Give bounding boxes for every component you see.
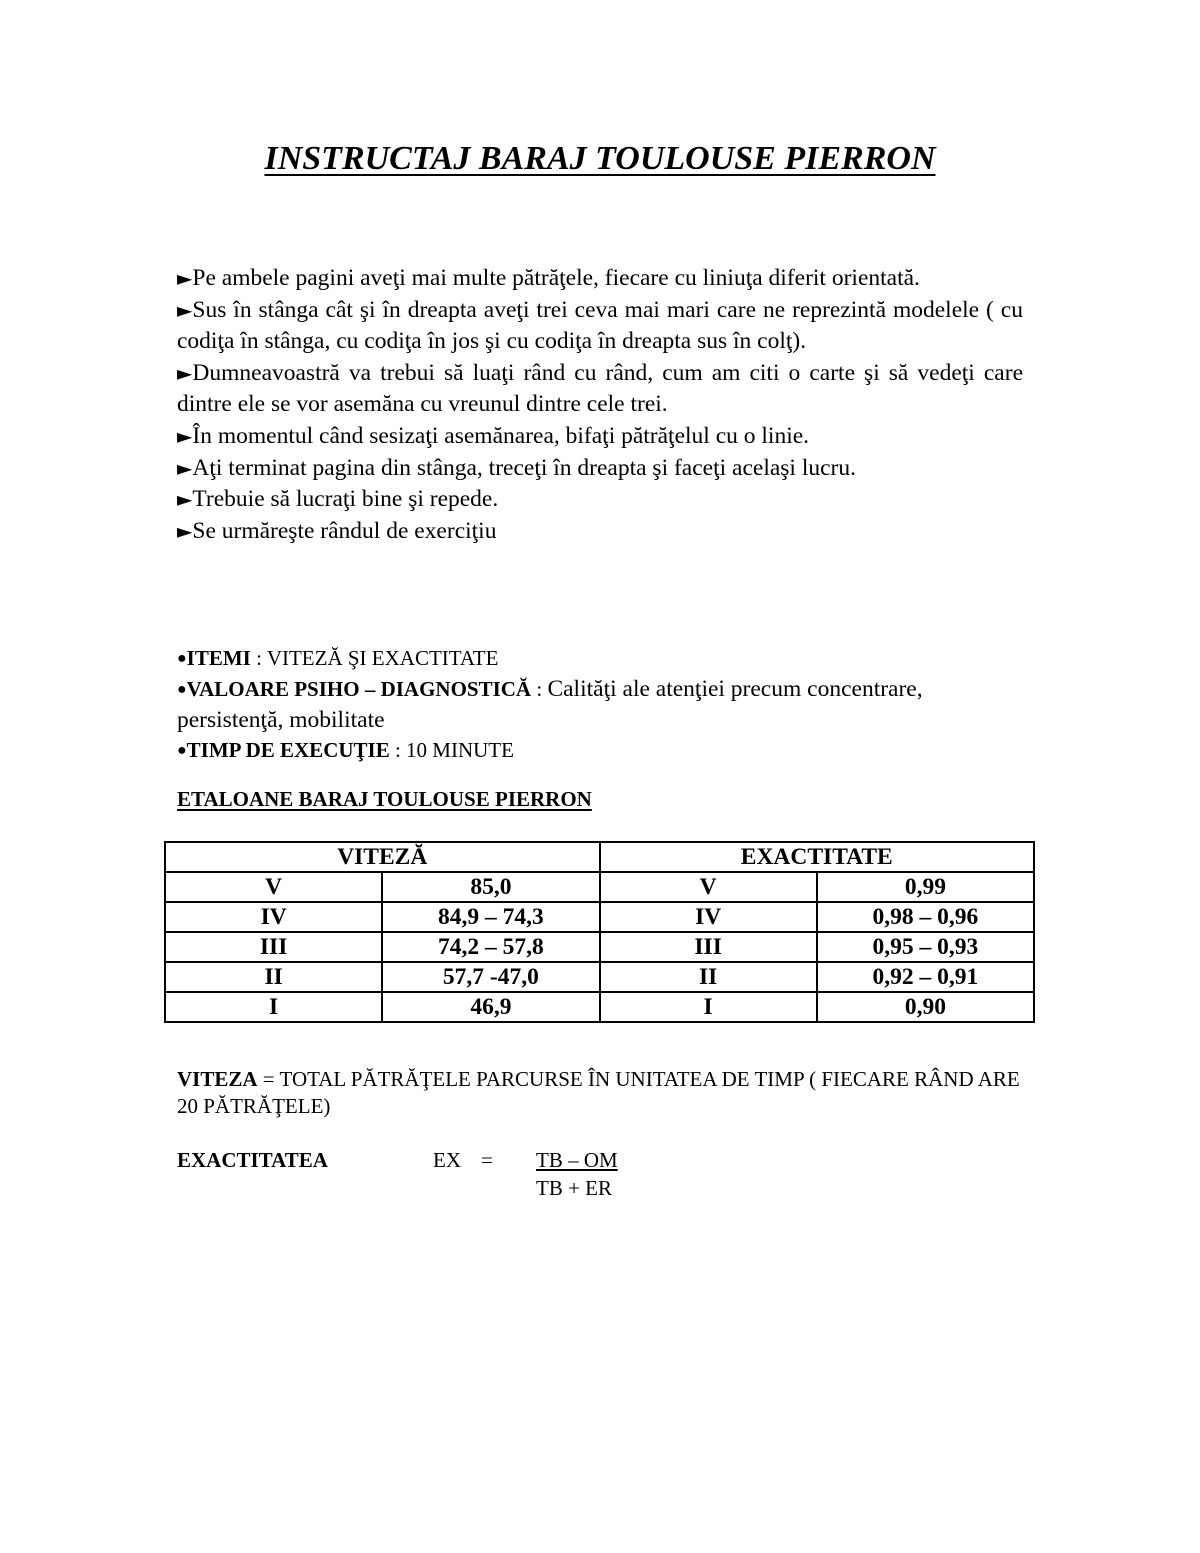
table-cell: I <box>600 992 817 1022</box>
table-cell: 0,98 – 0,96 <box>817 902 1034 932</box>
itemi-label: ITEMI <box>186 646 251 670</box>
timp-label: TIMP DE EXECUŢIE <box>186 738 390 762</box>
viteza-text: = TOTAL PĂTRĂŢELE PARCURSE ÎN UNITATEA DE TIMP ( FIECARE RÂND ARE 20 PĂTRĂŢELE) <box>177 1067 1020 1118</box>
valoare-label: VALOARE PSIHO – DIAGNOSTICĂ <box>186 677 532 701</box>
viteza-formula <box>177 1066 1027 1120</box>
valoare-line: ●VALOARE PSIHO – DIAGNOSTICĂ : Calităţi ale atenţiei precum concentrare, persistenţă, mobilitate <box>177 676 923 733</box>
table-row <box>165 932 1034 962</box>
valoare-value: Calităţi ale atenţiei precum concentrare, persistenţă, mobilitate <box>177 676 923 733</box>
arrow-bullet-icon: ► <box>177 518 193 543</box>
table-cell: 85,0 <box>382 872 599 902</box>
table-cell: 74,2 – 57,8 <box>382 932 599 962</box>
arrow-bullet-icon: ► <box>177 487 193 512</box>
table-cell: II <box>600 962 817 992</box>
table-row <box>165 992 1034 1022</box>
arrow-bullet-icon: ► <box>177 297 193 322</box>
arrow-bullet-icon: ► <box>177 360 193 385</box>
itemi-line <box>177 643 1027 674</box>
itemi-value: : VITEZĂ ŞI EXACTITATE <box>250 646 499 670</box>
viteza-label: VITEZA <box>177 1067 258 1091</box>
table-cell: III <box>165 932 382 962</box>
table-cell: 0,92 – 0,91 <box>817 962 1034 992</box>
table-cell: 0,99 <box>817 872 1034 902</box>
exactitate-formula <box>177 1146 777 1206</box>
page-title: INSTRUCTAJ BARAJ TOULOUSE PIERRON <box>264 140 936 177</box>
fraction-denominator: TB + ER <box>536 1176 613 1200</box>
timp-value: : 10 MINUTE <box>389 738 514 762</box>
arrow-bullet-icon: ► <box>177 455 193 480</box>
table-row <box>165 962 1034 992</box>
table-cell: 46,9 <box>382 992 599 1022</box>
header-viteza: VITEZĂ <box>165 842 600 872</box>
arrow-bullet-icon: ► <box>177 423 193 448</box>
etaloane-table <box>164 841 1035 1023</box>
instruction-item: ►În momentul când sesizaţi asemănarea, bifaţi pătrăţelul cu o linie. <box>177 422 810 449</box>
header-exactitate: EXACTITATE <box>600 842 1035 872</box>
instruction-item: ►Se urmăreşte rândul de exerciţiu <box>177 517 497 544</box>
table-cell: V <box>165 872 382 902</box>
table-header-row <box>165 842 1034 872</box>
table-row <box>165 872 1034 902</box>
test-properties <box>177 643 1027 766</box>
table-cell: III <box>600 932 817 962</box>
table-cell: I <box>165 992 382 1022</box>
dot-bullet-icon: ● <box>177 742 187 759</box>
table-cell: II <box>165 962 382 992</box>
table-cell: V <box>600 872 817 902</box>
instructions-list <box>177 263 1023 547</box>
ex-symbol: EX <box>433 1148 461 1172</box>
instruction-item: ►Aţi terminat pagina din stânga, treceţi în dreapta şi faceţi acelaşi lucru. <box>177 454 856 481</box>
exactitate-label: EXACTITATEA <box>177 1148 328 1172</box>
table-cell: 57,7 -47,0 <box>382 962 599 992</box>
instruction-item: ►Dumneavoastră va trebui să luaţi rând cu rând, cum am citi o carte şi să vedeţi care dintre ele se vor asemăna cu vreunul dintre cele trei. <box>177 359 1023 418</box>
instruction-item: ►Trebuie să lucraţi bine şi repede. <box>177 486 499 513</box>
table-cell: IV <box>600 902 817 932</box>
arrow-bullet-icon: ► <box>177 266 193 290</box>
table-row <box>165 902 1034 932</box>
etaloane-heading: ETALOANE BARAJ TOULOUSE PIERRON <box>177 787 592 811</box>
table-cell: IV <box>165 902 382 932</box>
instruction-item: ►Sus în stânga cât şi în dreapta aveţi trei ceva mai mari care ne reprezintă modelele ( cu codiţa în stânga, cu codiţa în jos şi cu codiţa în dreapta sus în colţ). <box>177 296 1023 355</box>
equals-sign: = <box>481 1148 493 1172</box>
table-cell: 84,9 – 74,3 <box>382 902 599 932</box>
fraction-numerator: TB – OM <box>536 1148 618 1172</box>
table-cell: 0,90 <box>817 992 1034 1022</box>
dot-bullet-icon: ● <box>177 681 187 698</box>
dot-bullet-icon: ● <box>177 650 187 667</box>
table-cell: 0,95 – 0,93 <box>817 932 1034 962</box>
timp-line <box>177 735 1027 766</box>
instruction-item: ►Pe ambele pagini aveţi mai multe pătrăţele, fiecare cu liniuţa diferit orientată. <box>177 265 920 291</box>
